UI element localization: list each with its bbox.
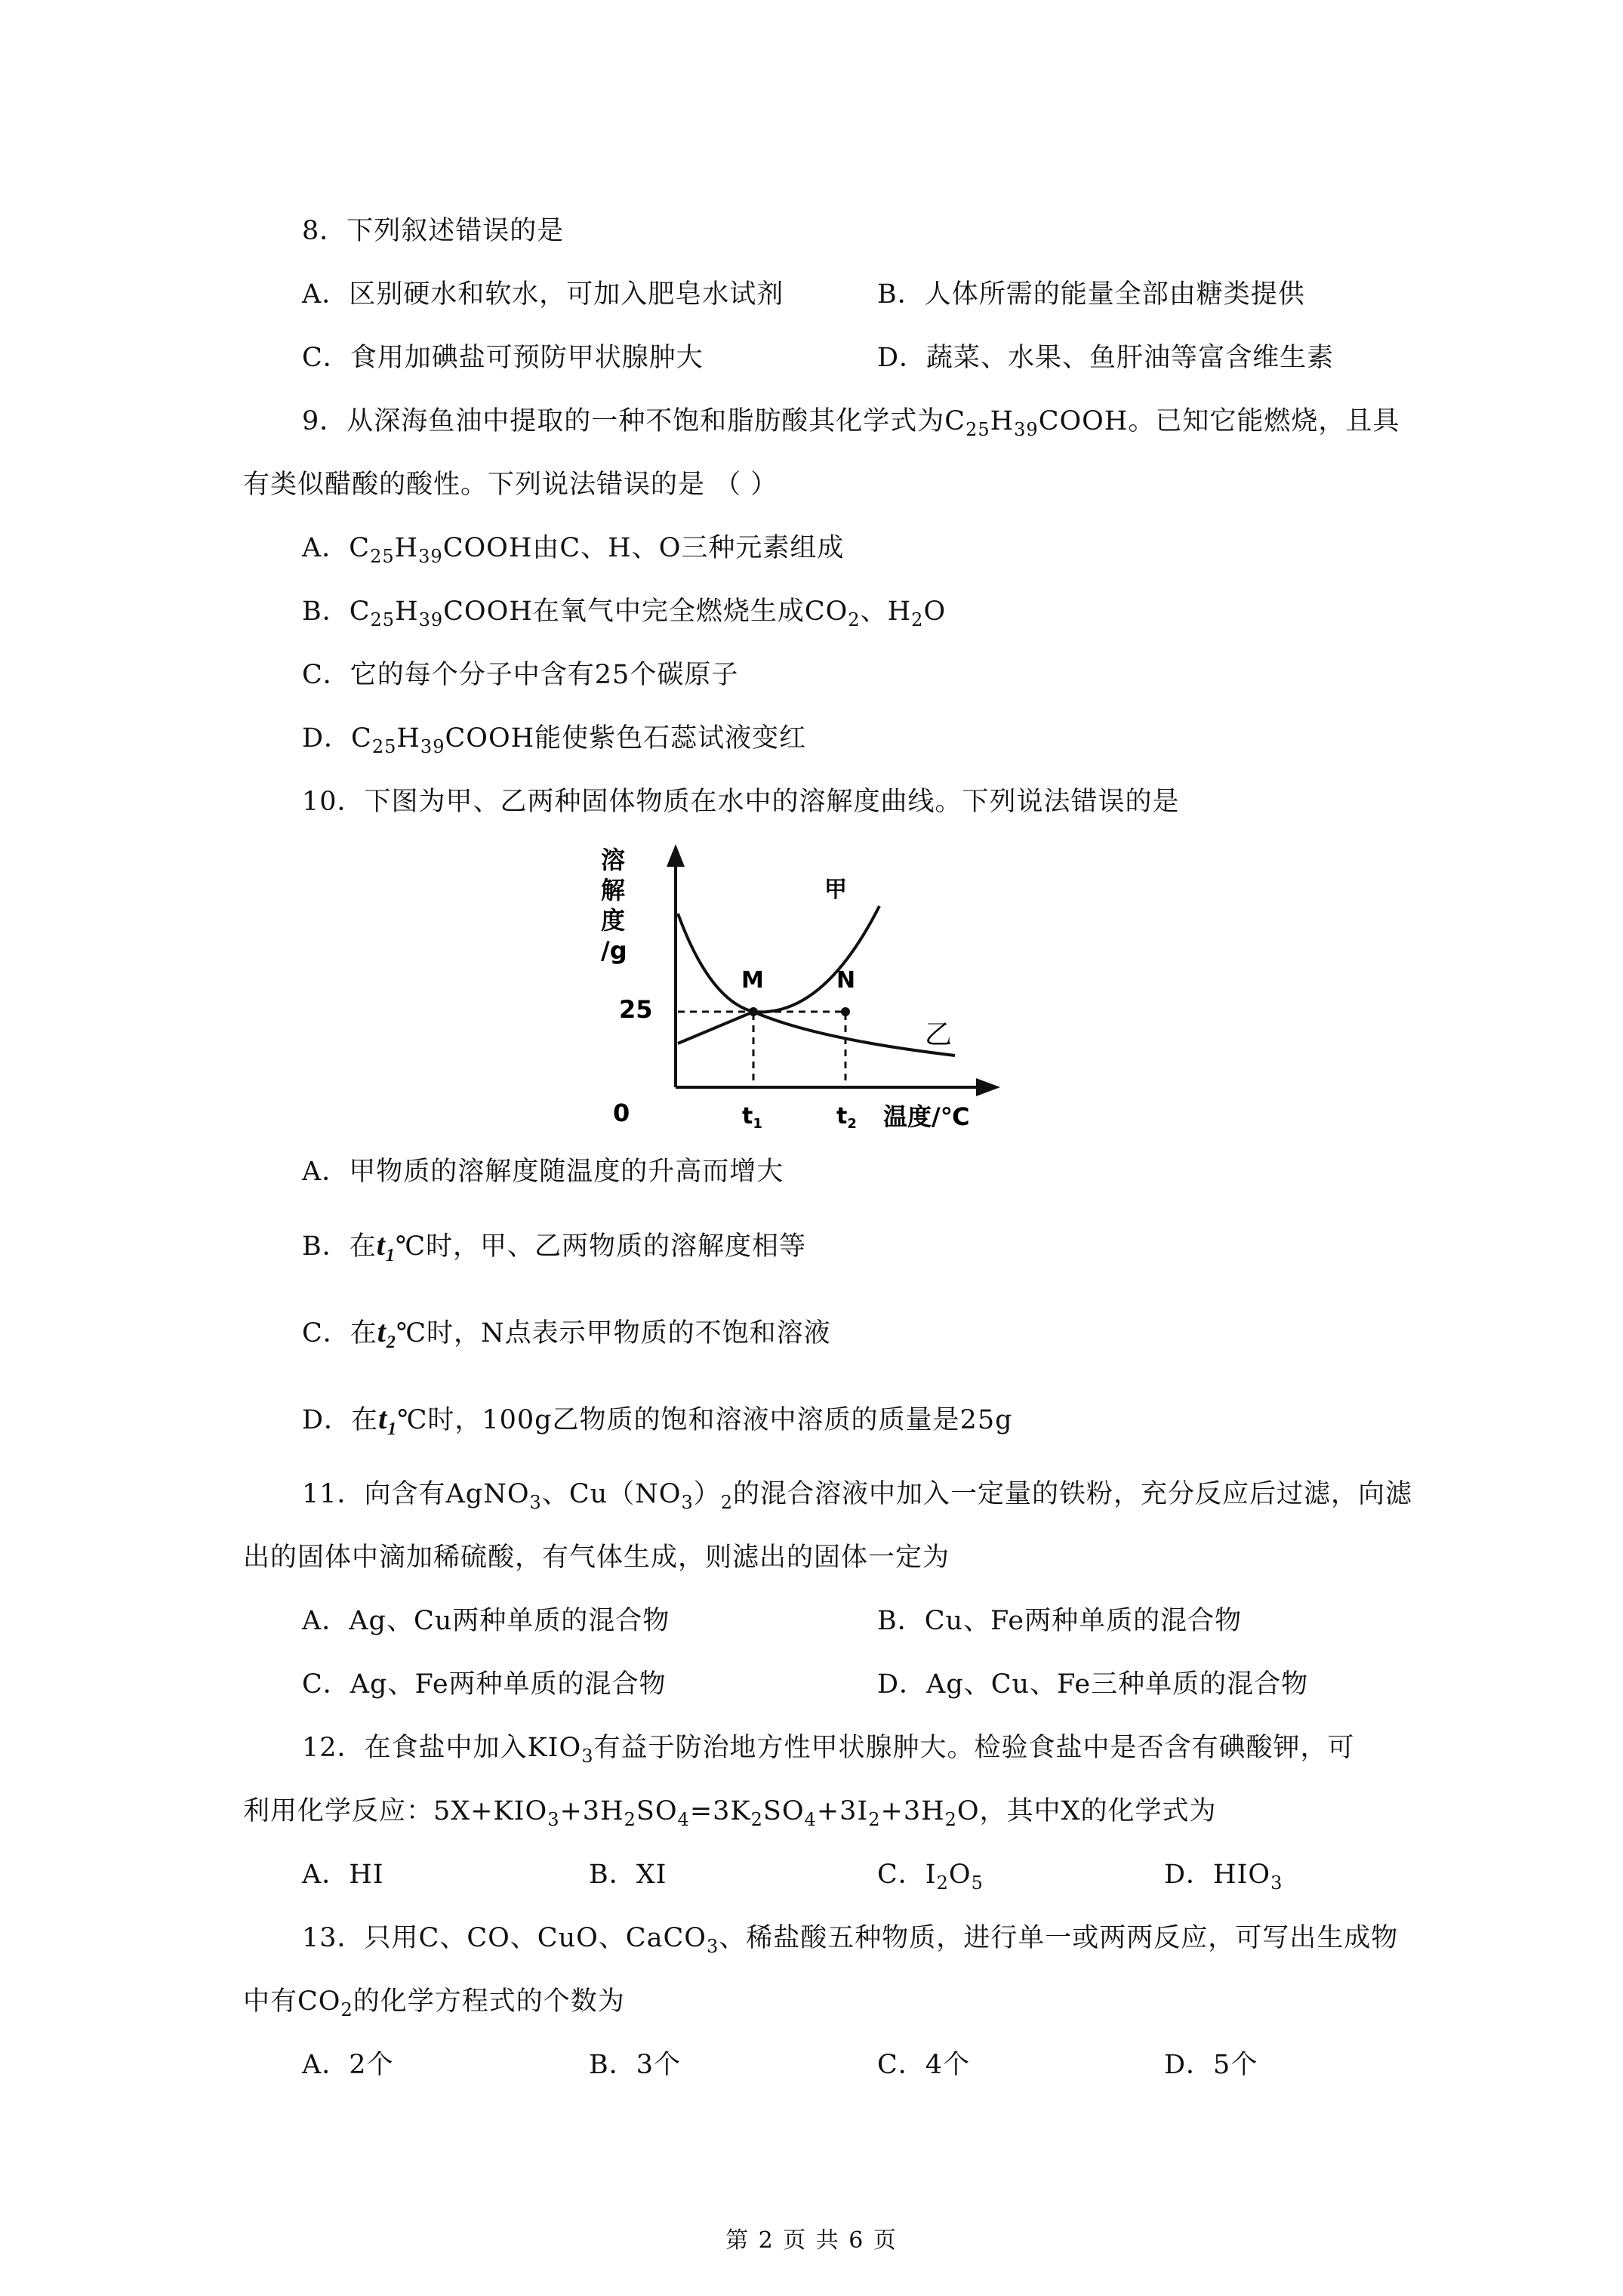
q10-option-c-prefix: C．在 — [302, 1318, 377, 1348]
q11-option-a: A．Ag、Cu两种单质的混合物 — [302, 1606, 670, 1636]
series-jia-curve — [678, 906, 879, 1012]
q12-stem-line1: 12．在食盐中加入$KIO_3$有益于防治地方性甲状腺肿大。检验食盐中是否含有碘酸钾，可 — [302, 1733, 1355, 1767]
q10-option-a: A．甲物质的溶解度随温度的升高而增大 — [302, 1157, 784, 1187]
q8-option-b: B．人体所需的能量全部由糖类提供 — [877, 279, 1305, 310]
q8-option-d: D．蔬菜、水果、鱼肝油等富含维生素 — [877, 343, 1335, 373]
y-label-2: 解 — [601, 876, 626, 905]
x-tick-t2: $t_2$ — [836, 1103, 857, 1132]
q10-option-b-text: ℃时，甲、乙两物质的溶解度相等 — [395, 1231, 807, 1262]
y-axis-arrow — [667, 844, 685, 867]
point-n — [841, 1007, 850, 1016]
q9-stem-suffix: 。已知它能燃烧，且具 — [1128, 406, 1400, 436]
q10-option-c: C．在$t_2℃$时，N点表示甲物质的不饱和溶液 — [302, 1314, 831, 1352]
q9-option-b: B．$C_{25}H_{39}COOH$在氧气中完全燃烧生成$CO_2$、$H_2O$ — [302, 596, 947, 630]
q9-option-a-text: 由C、H、O三种元素组成 — [532, 533, 845, 563]
x-axis-arrow — [976, 1078, 1000, 1096]
page-footer: 第 2 页 共 6 页 — [725, 2227, 898, 2254]
y-label-1: 溶 — [601, 846, 626, 874]
q9-option-b-sep: 、 — [860, 596, 888, 627]
q12-option-d: D．$HIO_3$ — [1164, 1860, 1283, 1894]
q12-option-c: C．$I_2O_5$ — [877, 1860, 984, 1894]
y-label-4: /g — [601, 936, 627, 965]
q8-option-a: A．区别硬水和软水，可加入肥皂水试剂 — [302, 279, 784, 310]
q10-option-c-text: ℃时，N点表示甲物质的不饱和溶液 — [396, 1318, 831, 1348]
q13-stem-line2: 中有$CO_2$的化学方程式的个数为 — [243, 1986, 625, 2020]
q9-formula: $C_{25}H_{39}COOH$ — [944, 406, 1129, 440]
point-n-label: N — [836, 967, 856, 994]
guide-lines — [678, 1012, 845, 1086]
q11-stem-line2: 出的固体中滴加稀硫酸，有气体生成，则滤出的固体一定为 — [243, 1542, 950, 1573]
q10-stem: 10．下图为甲、乙两种固体物质在水中的溶解度曲线。下列说法错误的是 — [302, 787, 1180, 817]
point-m — [749, 1007, 758, 1016]
q9-stem-line2: 有类似醋酸的酸性。下列说法错误的是 （ ） — [243, 470, 778, 500]
q10-option-d-text: ℃时，100g乙物质的饱和溶液中溶质的质量是25g — [397, 1405, 1013, 1435]
x-axis-label: 温度/℃ — [883, 1102, 970, 1131]
solubility-chart — [589, 838, 1012, 1140]
q11-stem-line1: 11．向含有AgNO$_3$、$Cu(NO_3)_2$的混合溶液中加入一定量的铁粉，充分反应后过滤，向滤 — [302, 1479, 1413, 1513]
q13-option-d: D．5个 — [1164, 2050, 1258, 2080]
q12-option-a: A．HI — [302, 1860, 384, 1890]
q13-option-b: B．3个 — [589, 2050, 681, 2080]
q12-stem-line2: 利用化学反应：$5X+KIO_3+3H_2SO_4=3K_2SO_4+3I_2+3H_2O$，其中X的化学式为 — [243, 1796, 1217, 1830]
q13-option-a: A．2个 — [302, 2050, 394, 2080]
q8-stem: 8．下列叙述错误的是 — [302, 216, 565, 246]
q11-option-c: C．Ag、Fe两种单质的混合物 — [302, 1669, 667, 1700]
q10-option-d: D．在$t_1℃$时，100g乙物质的饱和溶液中溶质的质量是25g — [302, 1401, 1013, 1439]
q10-option-d-prefix: D．在 — [302, 1405, 379, 1435]
q9-option-d: D．$C_{25}H_{39}COOH$能使紫色石蕊试液变红 — [302, 723, 807, 757]
q11-option-b: B．Cu、Fe两种单质的混合物 — [877, 1606, 1243, 1636]
series-yi-label: 乙 — [925, 1019, 953, 1050]
q9-option-d-text: 能使紫色石蕊试液变红 — [534, 723, 807, 754]
q8-option-c: C．食用加碘盐可预防甲状腺肿大 — [302, 343, 704, 373]
series-yi-curve — [678, 1012, 955, 1056]
origin-label: 0 — [613, 1099, 630, 1127]
q12-option-b: B．XI — [589, 1860, 667, 1890]
point-m-label: M — [741, 967, 764, 994]
q10-option-b-prefix: B．在 — [302, 1231, 377, 1262]
q9-stem-prefix: 9．从深海鱼油中提取的一种不饱和脂肪酸其化学式为 — [302, 406, 945, 436]
q9-stem — [302, 403, 1400, 439]
q9-option-b-text: 在氧气中完全燃烧生成 — [532, 596, 805, 627]
q10-option-b: B．在$t_1℃$时，甲、乙两物质的溶解度相等 — [302, 1228, 807, 1265]
x-tick-t1: $t_1$ — [742, 1103, 762, 1132]
q13-stem-line1: 13．只用C、CO、CuO、CaCO$_3$、稀盐酸五种物质，进行单一或两两反应，可写出生成物 — [302, 1923, 1399, 1957]
q9-option-c: C．它的每个分子中含有25个碳原子 — [302, 660, 739, 690]
q11-option-d: D．Ag、Cu、Fe三种单质的混合物 — [877, 1669, 1309, 1700]
series-jia-label: 甲 — [824, 877, 847, 903]
y-label-3: 度 — [601, 906, 626, 935]
q13-option-c: C．4个 — [877, 2050, 971, 2080]
y-tick-25: 25 — [619, 995, 653, 1024]
q9-option-a: A．$C_{25}H_{39}COOH$由C、H、O三种元素组成 — [302, 533, 845, 567]
